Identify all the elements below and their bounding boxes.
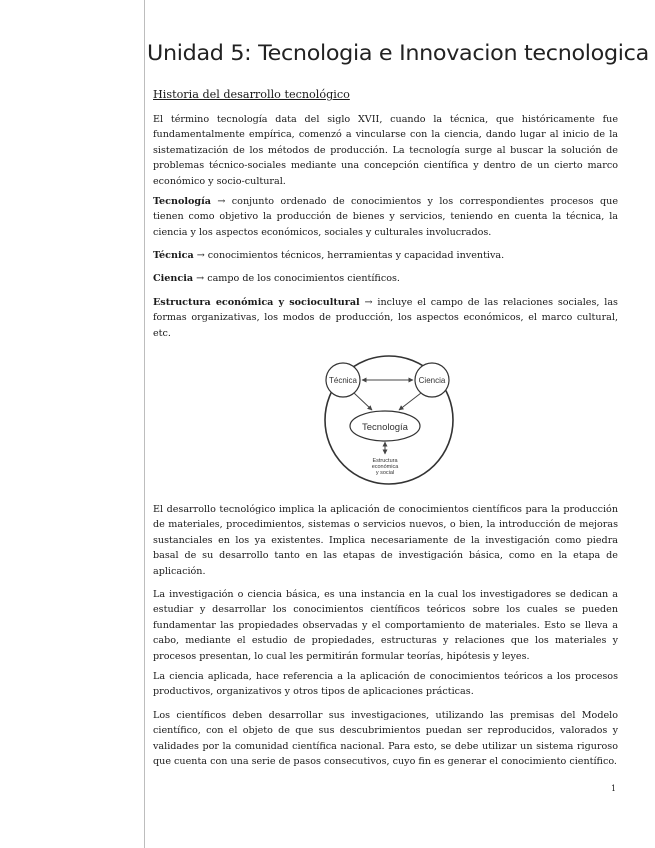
document-page — [147, 0, 649, 848]
technology-diagram — [312, 350, 462, 490]
definition-ciencia — [153, 271, 618, 286]
page-margin-line — [144, 0, 145, 848]
paragraph-history: El término tecnología data del siglo XVII, cuando la técnica, que históricamente fue fundamentalmente empírica, comenzó a vincularse con la ciencia, dando lugar al inicio de la sistematización de los métodos de producción. La tecnología surge al buscar la solución de problemas técnico-sociales mediante una concepción científica y dentro de un cierto marco económico y socio-cultural. — [153, 114, 618, 187]
ciencia-tecnologia-arrow — [399, 393, 421, 410]
structure-label-line2: económica — [371, 464, 399, 470]
tecnica-label: Técnica — [328, 376, 358, 385]
tecnologia-label: Tecnología — [362, 422, 408, 433]
ciencia-label: Ciencia — [418, 376, 446, 385]
paragraph-basic-science: La investigación o ciencia básica, es una instancia en la cual los investigadores se dedican a estudiar y desarrollar los conocimientos científicos teóricos sobre los cuales se pueden fundamentar las propiedades observadas y el comportamiento de materiales. Esto se lleva a cabo, mediante el estudio de propiedades, estructuras y relaciones que los materiales y procesos presentan, lo cual les permitirán formular teorías, hipótesis y leyes. — [153, 589, 618, 662]
definition-tecnologia — [153, 194, 618, 240]
term-estructura: Estructura económica y sociocultural — [153, 297, 360, 308]
tecnica-tecnologia-arrow — [354, 393, 372, 410]
paragraph-development: El desarrollo tecnológico implica la aplicación de conocimientos científicos para la producción de materiales, procedimientos, sistemas o servicios nuevos, o bien, la introducción de mejoras sustanciales en los ya existentes. Implica necesariamente de la investigación como piedra basal de su desarrollo tanto en las etapas de investigación básica, como en la etapa de aplicación. — [153, 504, 618, 577]
term-ciencia: Ciencia — [153, 273, 194, 284]
definition-text: → incluye el campo de las relaciones sociales, las formas organizativas, los modos de producción, los aspectos económicos, el marco cultural, etc. — [153, 297, 618, 339]
definition-text: → conocimientos técnicos, herramientas y capacidad inventiva. — [193, 250, 505, 261]
term-tecnica: Técnica — [153, 250, 194, 261]
structure-label-line3: y social — [375, 470, 395, 476]
definition-text: → conjunto ordenado de conocimientos y los correspondientes procesos que tienen como objetivo la producción de bienes y servicios, teniendo en cuenta la técnica, la ciencia y los aspectos económicos, sociales y culturales involucrados. — [153, 196, 618, 238]
section-heading: Historia del desarrollo tecnológico — [153, 88, 350, 101]
paragraph-applied-science: La ciencia aplicada, hace referencia a la aplicación de conocimientos teóricos a los procesos productivos, organizativos y otros tipos de aplicaciones prácticas. — [153, 671, 618, 698]
definition-tecnica — [153, 248, 618, 263]
structure-label-line1: Estructura — [372, 458, 398, 464]
term-tecnologia: Tecnología — [153, 196, 211, 207]
page-title: Unidad 5: Tecnologia e Innovacion tecnologica — [147, 41, 649, 65]
page-number: 1 — [611, 784, 617, 793]
definition-estructura — [153, 295, 618, 341]
paragraph-scientists: Los científicos deben desarrollar sus investigaciones, utilizando las premisas del Modelo científico, con el objeto de que sus descubrimientos puedan ser reproducidos, valorados y validades por la comunidad científica nacional. Para esto, se debe utilizar un sistema riguroso que cuenta con una serie de pasos consecutivos, cuyo fin es generar el conocimiento científico. — [153, 710, 618, 768]
definition-text: → campo de los conocimientos científicos. — [193, 273, 400, 284]
